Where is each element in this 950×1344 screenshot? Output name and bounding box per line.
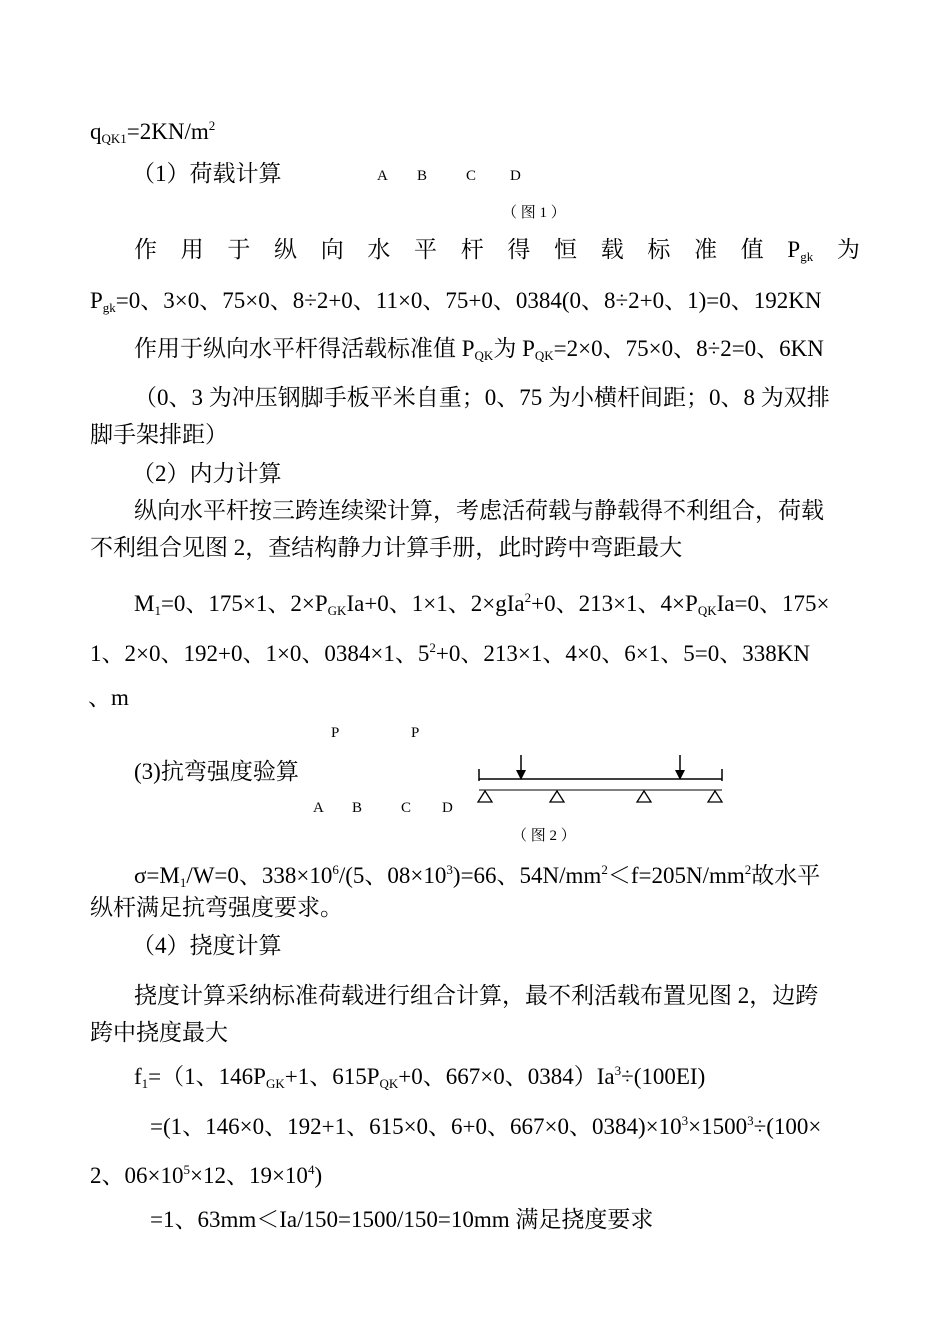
fig1-label-c: C <box>466 168 477 184</box>
para4-line-1: 挠度计算采纳标准荷载进行组合计算，最不利活载布置见图 2，边跨 <box>134 983 819 1008</box>
note-line-2: 脚手架排距） <box>90 422 228 447</box>
fig1-label-b: B <box>417 168 428 184</box>
fig2-label-a: A <box>313 800 324 816</box>
f2-formula-line-2: 2、$06\times 10^5\times 12$、$19\times 10^4$) <box>90 1162 323 1188</box>
deflection-result: =1、63mm＜Ia/150=1500/150=10mm 满足挠度要求 <box>150 1207 654 1232</box>
fig2-label-d: D <box>442 800 453 816</box>
section-3-heading: (3)抗弯强度验算 <box>134 759 299 784</box>
pqk-definition-line: 作用于纵向水平杆得活载标准值 $P_{QK}$为 $P_{QK}=2\times 0$、75×0、8÷2=0、6KN <box>134 336 824 363</box>
pgk-definition-line: 作 用 于 纵 向 水 平 杆 得 恒 载 标 准 值 $P_{gk}$ 为 <box>134 237 860 264</box>
section-2-heading: （2）内力计算 <box>132 461 282 486</box>
fig1-caption: （ 图 1 ） <box>502 205 566 221</box>
fig2-caption: （ 图 2 ） <box>512 828 576 844</box>
sigma-formula-line: $\sigma=M_1/W=0$、$338\times 10^6/(5$、$08\times 10^3)=66$、$54N/mm^2<f=205N/mm^2$故水平 <box>134 862 821 890</box>
m1-formula-line-1: $M_1=0$、175×1、$2\times P_{GK}Ia+0$、1×1、2×gIa$^2$+0、213×1、$4\times P_{QK}Ia=0$、175× <box>134 590 830 618</box>
fig2-load-p2: P <box>411 725 420 741</box>
m1-formula-line-3: 、m <box>88 685 129 710</box>
m1-formula-line-2: 1、2×0、192+0、1×0、0384×1、$5^2+0$、213×1、4×0、6×1、5=0、338KN <box>90 640 810 666</box>
note-line-1: （0、3 为冲压钢脚手板平米自重；0、75 为小横杆间距；0、8 为双排 <box>134 385 830 410</box>
sigma-conclusion: 纵杆满足抗弯强度要求。 <box>90 895 343 920</box>
f2-formula-line-1: =(1、146×0、192+1、615×0、6+0、667×0、$0384)\times 10^3\times 1500^3\div(100\times$ <box>150 1113 822 1139</box>
para2-line-2: 不利组合见图 2，查结构静力计算手册，此时跨中弯距最大 <box>90 535 683 560</box>
fig2-label-b: B <box>352 800 363 816</box>
load-value-line: $q_{QK1}=2KN/m^2$ <box>90 118 216 146</box>
fig1-label-a: A <box>377 168 388 184</box>
section-1-heading: （1）荷载计算 <box>132 161 282 186</box>
section-4-heading: （4）挠度计算 <box>132 933 282 958</box>
f1-formula-line: $f_1=(1$、$146P_{GK}+1$、$615P_{QK}+0$、667×0、$0384)Ia^3\div(100EI)$ <box>134 1063 706 1091</box>
para2-line-1: 纵向水平杆按三跨连续梁计算，考虑活荷载与静载得不利组合，荷载 <box>134 498 824 523</box>
fig1-label-d: D <box>510 168 521 184</box>
fig2-load-p1: P <box>331 725 340 741</box>
para4-line-2: 跨中挠度最大 <box>90 1020 228 1045</box>
pgk-formula-line: $P_{gk}=0$、3×0、75×0、8÷2+0、11×0、75+0、0384(0、8÷2+0、1)=0、192KN <box>90 288 822 315</box>
fig2-label-c: C <box>401 800 412 816</box>
